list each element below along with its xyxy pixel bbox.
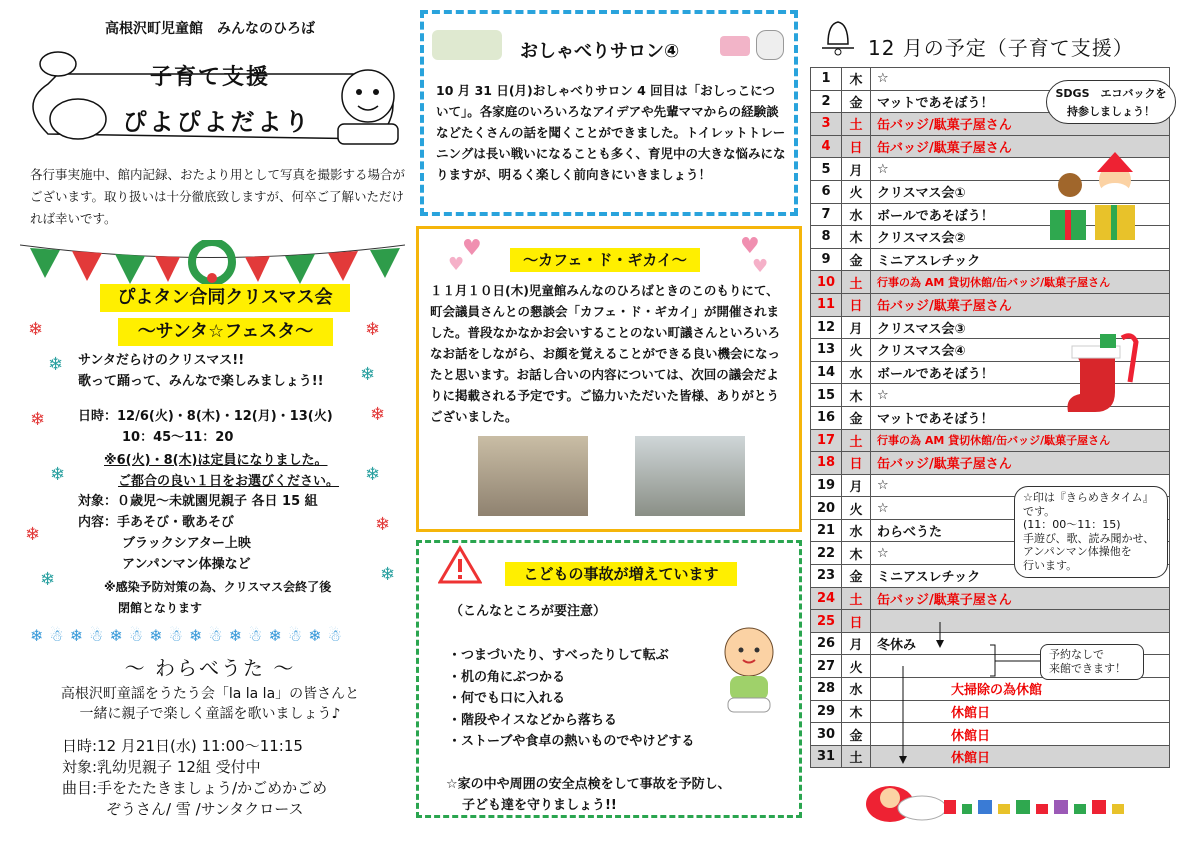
meeting-photo bbox=[478, 436, 588, 516]
calendar-event: 缶バッジ/駄菓子屋さん bbox=[871, 113, 1170, 136]
header-org: 高根沢町児童館 みんなのひろば bbox=[105, 21, 315, 37]
snack-icon bbox=[720, 36, 750, 56]
calendar-day: 4 bbox=[811, 135, 842, 158]
svg-text:❄: ❄ bbox=[365, 464, 381, 485]
christmas-line: 歌って踊って、みんなで楽しみましょう!! bbox=[78, 374, 324, 389]
warabe-description bbox=[30, 684, 390, 724]
bubble-line: 行います。 bbox=[1023, 558, 1078, 572]
accident-footer bbox=[446, 774, 796, 816]
svg-text:❄: ❄ bbox=[28, 319, 44, 340]
warabe-info bbox=[62, 736, 402, 820]
header-title-line1: 子育て支援 bbox=[149, 65, 270, 90]
calendar-weekday: 日 bbox=[842, 610, 871, 633]
calendar-day: 29 bbox=[811, 700, 842, 723]
meeting-photo bbox=[635, 436, 745, 516]
svg-text:❄: ❄ bbox=[360, 364, 376, 385]
calendar-weekday: 木 bbox=[842, 68, 871, 91]
calendar-day: 25 bbox=[811, 610, 842, 633]
calendar-day: 22 bbox=[811, 542, 842, 565]
calendar-weekday: 火 bbox=[842, 339, 871, 362]
christmas-content: 内容：手あそび・歌あそび bbox=[78, 515, 235, 530]
calendar-event: 休館日 bbox=[871, 700, 1170, 723]
calendar-day: 26 bbox=[811, 632, 842, 655]
calendar-event: 缶バッジ/駄菓子屋さん bbox=[871, 293, 1170, 316]
kirameki-bubble bbox=[1014, 486, 1168, 578]
snowflake-divider-icon: ❄☃❄☃❄☃❄☃❄☃❄☃❄☃❄☃ bbox=[30, 626, 348, 644]
calendar-event: 行事の為 AM 貸切休館/缶バッジ/駄菓子屋さん bbox=[871, 271, 1170, 294]
list-item: ・机の角にぶつかる bbox=[448, 669, 566, 685]
calendar-day: 3 bbox=[811, 113, 842, 136]
warabe-title: ～ わらべうた ～ bbox=[124, 656, 296, 680]
calendar-weekday: 木 bbox=[842, 542, 871, 565]
accident-list bbox=[448, 645, 748, 753]
towel-icon bbox=[432, 30, 502, 60]
calendar-day: 23 bbox=[811, 565, 842, 588]
calendar-row bbox=[811, 452, 1170, 475]
calendar-weekday: 金 bbox=[842, 90, 871, 113]
calendar-weekday: 土 bbox=[842, 587, 871, 610]
list-item: ・何でも口に入れる bbox=[448, 691, 566, 706]
photo-notice: 各行事実施中、館内記録、おたより用として写真を撮影する場合がございます。取り扱いは十分徹底致しますが、何卒ご了解いただければ幸いです。 bbox=[30, 167, 406, 226]
calendar-weekday: 金 bbox=[842, 248, 871, 271]
cafe-body: １１月１０日(木)児童館みんなのひろばときのこのもりにて、町会議員さんとの懇談会「カフェ・ド・ギカイ」が開催されました。普段なかなかお会いすることのない町議さんといろいろなお話をしながら、お顔を覚えることができる良い機会になったと思います。お話し合いの内容については、次回の議会だよりに掲載される予定です。ご協力いただいた皆様、ありがとうございました。 bbox=[430, 283, 781, 424]
calendar-weekday: 土 bbox=[842, 429, 871, 452]
calendar-day: 13 bbox=[811, 339, 842, 362]
bubble-line: 持参しましょう！ bbox=[1067, 105, 1155, 118]
santa-sleep-icon bbox=[862, 774, 1132, 826]
calendar-day: 14 bbox=[811, 361, 842, 384]
calendar-event: ☆ bbox=[871, 542, 1170, 565]
stocking-icon bbox=[1060, 332, 1150, 420]
svg-text:❄: ❄ bbox=[370, 404, 386, 425]
calendar-row bbox=[811, 248, 1170, 271]
calendar-weekday: 月 bbox=[842, 474, 871, 497]
calendar-event: ☆ bbox=[871, 474, 1170, 497]
calendar-row bbox=[811, 429, 1170, 452]
calendar-day: 17 bbox=[811, 429, 842, 452]
calendar-weekday: 火 bbox=[842, 655, 871, 678]
calendar-event: マットであそぼう！ bbox=[871, 406, 1170, 429]
christmas-target: 対象：０歳児～未就園児親子 各日 15 組 bbox=[78, 494, 318, 509]
calendar-day: 1 bbox=[811, 68, 842, 91]
calendar-day: 11 bbox=[811, 293, 842, 316]
salon-body: 10 月 31 日(月)おしゃべりサロン 4 回目は「おしっこについて」。各家庭のいろいろなアイデアや先輩ママからの経験談などたくさんの話を聞くことができました。トイレットトレーニングは長い戦いになることも多く、育児中の大きな悩みになりますが、明るく楽しく前向きにいきましょう！ bbox=[436, 83, 786, 182]
yoyaku-bubble bbox=[1040, 644, 1144, 680]
accident-foot-line: 子ども達を守りましょう!! bbox=[462, 798, 617, 813]
calendar-weekday: 土 bbox=[842, 745, 871, 768]
calendar-day: 12 bbox=[811, 316, 842, 339]
christmas-line: サンタだらけのクリスマス!! bbox=[78, 353, 245, 368]
christmas-content: ブラックシアター上映 bbox=[122, 536, 251, 551]
bubble-line: アンパンマン体操他を bbox=[1023, 545, 1132, 558]
calendar-day: 16 bbox=[811, 406, 842, 429]
sdgs-bubble bbox=[1046, 80, 1176, 124]
calendar-weekday: 日 bbox=[842, 452, 871, 475]
calendar-event: クリスマス会③ bbox=[871, 316, 1170, 339]
salon-title: おしゃべりサロン④ bbox=[520, 41, 680, 62]
bubble-line: 予約なしで bbox=[1049, 648, 1104, 661]
calendar-day: 18 bbox=[811, 452, 842, 475]
calendar-day: 10 bbox=[811, 271, 842, 294]
calendar-weekday: 日 bbox=[842, 135, 871, 158]
calendar-weekday: 火 bbox=[842, 180, 871, 203]
heart-icon: ♥ bbox=[740, 234, 760, 259]
calendar-event: ボールであそぼう！ bbox=[871, 203, 1170, 226]
christmas-time: 10：45～11：20 bbox=[122, 430, 234, 445]
heart-icon: ♥ bbox=[448, 254, 465, 275]
svg-text:❄: ❄ bbox=[48, 354, 64, 375]
calendar-day: 20 bbox=[811, 497, 842, 520]
calendar-day: 8 bbox=[811, 226, 842, 249]
calendar-day: 30 bbox=[811, 723, 842, 746]
calendar-event: 缶バッジ/駄菓子屋さん bbox=[871, 135, 1170, 158]
calendar-event: ☆ bbox=[871, 497, 1170, 520]
santa-gift-icon bbox=[1045, 150, 1140, 245]
cafe-title: ～カフェ・ド・ギカイ～ bbox=[510, 248, 700, 272]
christmas-date: 日時：12/6(火)・8(木)・12(月)・13(火) bbox=[78, 409, 333, 424]
calendar-row bbox=[811, 587, 1170, 610]
bubble-line: ☆印は『きらめきタイム』です。 bbox=[1023, 491, 1154, 518]
calendar-event: 休館日 bbox=[871, 723, 1170, 746]
calendar-event: ボールであそぼう！ bbox=[871, 361, 1170, 384]
list-item: ・階段やイスなどから落ちる bbox=[448, 712, 617, 728]
calendar-day: 31 bbox=[811, 745, 842, 768]
accident-title: こどもの事故が増えています bbox=[505, 562, 737, 586]
bubble-line: 手遊び、歌、読み聞かせ、 bbox=[1023, 531, 1155, 545]
calendar-weekday: 火 bbox=[842, 497, 871, 520]
calendar-weekday: 金 bbox=[842, 723, 871, 746]
christmas-subtitle: ～サンタ☆フェスタ～ bbox=[118, 318, 333, 346]
accident-subtitle: （こんなところが要注意） bbox=[450, 604, 607, 619]
svg-text:❄: ❄ bbox=[30, 409, 46, 430]
calendar-event: 缶バッジ/駄菓子屋さん bbox=[871, 587, 1170, 610]
christmas-note: ※6(火)・8(木)は定員になりました。 bbox=[104, 453, 328, 468]
calendar-day: 6 bbox=[811, 180, 842, 203]
warabe-target: 対象:乳幼児親子 12組 受付中 bbox=[62, 758, 261, 776]
christmas-caution: ※感染予防対策の為、クリスマス会終了後 bbox=[104, 580, 332, 594]
calendar-event: 休館日 bbox=[871, 745, 1170, 768]
baby-icon bbox=[718, 624, 780, 716]
accident-foot-line: ☆家の中や周囲の安全点検をして事故を予防し、 bbox=[446, 777, 731, 792]
calendar-weekday: 月 bbox=[842, 632, 871, 655]
bag-icon bbox=[756, 30, 784, 60]
svg-text:❄: ❄ bbox=[365, 319, 381, 340]
svg-text:❄: ❄ bbox=[50, 464, 66, 485]
calendar-day: 21 bbox=[811, 519, 842, 542]
heart-icon: ♥ bbox=[462, 236, 482, 261]
christmas-caution: 閉館となります bbox=[118, 601, 203, 615]
bell-icon bbox=[818, 14, 858, 56]
calendar-weekday: 木 bbox=[842, 700, 871, 723]
warabe-songs: 曲目:手をたたきましょう/かごめかごめ bbox=[62, 779, 328, 797]
warabe-desc-line: 一緒に親子で楽しく童謡を歌いましょう♪ bbox=[79, 706, 341, 722]
calendar-day: 2 bbox=[811, 90, 842, 113]
calendar-event: ☆ bbox=[871, 68, 1170, 91]
calendar-event: ミニアスレチック bbox=[871, 565, 1170, 588]
calendar-event: クリスマス会② bbox=[871, 226, 1170, 249]
calendar-event: ☆ bbox=[871, 384, 1170, 407]
calendar-day: 15 bbox=[811, 384, 842, 407]
svg-text:❄: ❄ bbox=[380, 564, 396, 585]
christmas-title: ぴよタン合同クリスマス会 bbox=[100, 284, 350, 312]
calendar-weekday: 土 bbox=[842, 271, 871, 294]
calendar-row bbox=[811, 293, 1170, 316]
bubble-line: SDGS エコバックを bbox=[1055, 87, 1167, 100]
header-title-line2: ぴよぴよだより bbox=[122, 108, 312, 136]
calendar-event: 冬休み bbox=[871, 632, 1170, 655]
calendar-weekday: 木 bbox=[842, 226, 871, 249]
calendar-event: 大掃除の為休館 bbox=[871, 678, 1170, 701]
svg-text:❄: ❄ bbox=[375, 514, 391, 535]
calendar-weekday: 日 bbox=[842, 293, 871, 316]
winter-break-arrows bbox=[895, 618, 1055, 778]
calendar-event: ミニアスレチック bbox=[871, 248, 1170, 271]
warabe-desc-line: 高根沢町童謡をうたう会「la la la」の皆さんと bbox=[60, 686, 360, 702]
svg-text:❄: ❄ bbox=[40, 569, 56, 590]
calendar-day: 5 bbox=[811, 158, 842, 181]
christmas-content: アンパンマン体操など bbox=[122, 557, 251, 572]
calendar-weekday: 金 bbox=[842, 406, 871, 429]
warabe-date: 日時:12 月21日(水) 11:00～11:15 bbox=[62, 737, 303, 755]
calendar-event: わらべうた bbox=[871, 519, 1170, 542]
calendar-row bbox=[811, 271, 1170, 294]
list-item: ・ストーブや食卓の熱いものでやけどする bbox=[448, 734, 695, 749]
calendar-weekday: 木 bbox=[842, 384, 871, 407]
calendar-day: 9 bbox=[811, 248, 842, 271]
calendar-event: クリスマス会① bbox=[871, 180, 1170, 203]
svg-text:❄: ❄ bbox=[25, 524, 41, 545]
warabe-songs: ぞうさん/ 雪 /サンタクロース bbox=[106, 800, 304, 818]
calendar-title: 12 月の予定（子育て支援） bbox=[868, 36, 1134, 60]
calendar-weekday: 土 bbox=[842, 113, 871, 136]
calendar-weekday: 水 bbox=[842, 678, 871, 701]
calendar-weekday: 水 bbox=[842, 519, 871, 542]
calendar-weekday: 月 bbox=[842, 158, 871, 181]
calendar-day: 28 bbox=[811, 678, 842, 701]
list-item: ・つまづいたり、すべったりして転ぶ bbox=[448, 648, 669, 663]
calendar-event: 缶バッジ/駄菓子屋さん bbox=[871, 452, 1170, 475]
warning-icon bbox=[438, 545, 482, 585]
bubble-line: (11：00～11：15) bbox=[1023, 518, 1121, 531]
heart-icon: ♥ bbox=[752, 256, 769, 277]
bubble-line: 来館できます！ bbox=[1049, 662, 1126, 675]
calendar-weekday: 月 bbox=[842, 316, 871, 339]
calendar-day: 24 bbox=[811, 587, 842, 610]
calendar-event: ☆ bbox=[871, 158, 1170, 181]
calendar-weekday: 水 bbox=[842, 203, 871, 226]
calendar-day: 27 bbox=[811, 655, 842, 678]
calendar-event: クリスマス会④ bbox=[871, 339, 1170, 362]
calendar-weekday: 金 bbox=[842, 565, 871, 588]
christmas-note: ご都合の良い１日をお選びください。 bbox=[118, 474, 340, 489]
calendar-day: 7 bbox=[811, 203, 842, 226]
calendar-weekday: 水 bbox=[842, 361, 871, 384]
calendar-event: マットであそぼう！ bbox=[871, 90, 1170, 113]
calendar-event: 行事の為 AM 貸切休館/缶バッジ/駄菓子屋さん bbox=[871, 429, 1170, 452]
calendar-day: 19 bbox=[811, 474, 842, 497]
